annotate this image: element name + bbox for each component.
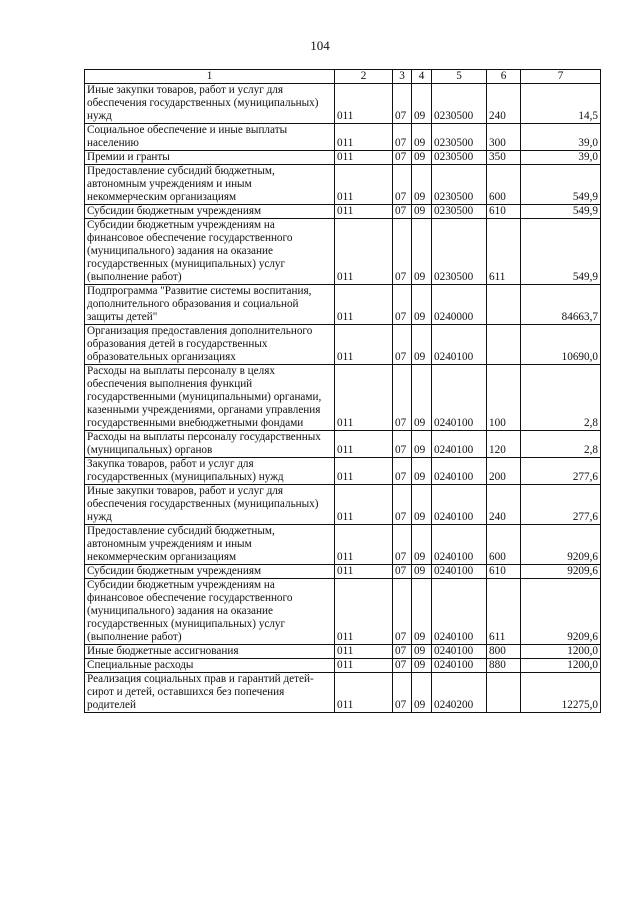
- cell-admin: 011: [335, 565, 393, 579]
- cell-expense-type: 300: [487, 124, 521, 151]
- cell-name: Закупка товаров, работ и услуг для государственных (муниципальных) нужд: [85, 458, 335, 485]
- cell-target-article: 0240100: [432, 365, 487, 431]
- table-row: [85, 219, 601, 285]
- cell-sum: 9209,6: [521, 565, 601, 579]
- cell-expense-type: 200: [487, 458, 521, 485]
- cell-name: Реализация социальных прав и гарантий детей-сирот и детей, оставшихся без попечения родителей: [85, 673, 335, 713]
- cell-sum: 549,9: [521, 219, 601, 285]
- cell-section: 07: [393, 219, 412, 285]
- cell-subsection: 09: [412, 365, 432, 431]
- cell-name: Иные закупки товаров, работ и услуг для обеспечения государственных (муниципальных) нужд: [85, 485, 335, 525]
- cell-admin: 011: [335, 219, 393, 285]
- cell-name: Специальные расходы: [85, 659, 335, 673]
- table-row: [85, 124, 601, 151]
- cell-sum: 2,8: [521, 365, 601, 431]
- cell-admin: 011: [335, 285, 393, 325]
- cell-target-article: 0240100: [432, 325, 487, 365]
- cell-expense-type: [487, 673, 521, 713]
- cell-section: 07: [393, 673, 412, 713]
- cell-expense-type: 350: [487, 151, 521, 165]
- cell-expense-type: 120: [487, 431, 521, 458]
- table-row: [85, 525, 601, 565]
- cell-target-article: 0240200: [432, 673, 487, 713]
- table-row: [85, 485, 601, 525]
- header-cell-section: 3: [393, 70, 412, 84]
- header-cell-sum: 7: [521, 70, 601, 84]
- cell-sum: 277,6: [521, 485, 601, 525]
- cell-sum: 277,6: [521, 458, 601, 485]
- cell-name: Социальное обеспечение и иные выплаты населению: [85, 124, 335, 151]
- cell-admin: 011: [335, 525, 393, 565]
- cell-admin: 011: [335, 579, 393, 645]
- cell-section: 07: [393, 84, 412, 124]
- page-number: 104: [310, 38, 330, 53]
- cell-section: 07: [393, 645, 412, 659]
- cell-target-article: 0240100: [432, 458, 487, 485]
- cell-expense-type: 100: [487, 365, 521, 431]
- table-row: [85, 151, 601, 165]
- cell-sum: 9209,6: [521, 579, 601, 645]
- table-row: [85, 84, 601, 124]
- cell-target-article: 0240100: [432, 645, 487, 659]
- cell-name: Расходы на выплаты персоналу в целях обеспечения выполнения функций государственными (муниципальными) органами, казенными учреждениями, органами управления государственными внебюджетными фондами: [85, 365, 335, 431]
- cell-expense-type: 600: [487, 165, 521, 205]
- cell-expense-type: 610: [487, 565, 521, 579]
- cell-section: 07: [393, 124, 412, 151]
- cell-target-article: 0240000: [432, 285, 487, 325]
- table-row: [85, 673, 601, 713]
- cell-admin: 011: [335, 485, 393, 525]
- cell-section: 07: [393, 285, 412, 325]
- cell-admin: 011: [335, 365, 393, 431]
- cell-admin: 011: [335, 151, 393, 165]
- table-row: [85, 579, 601, 645]
- cell-sum: 1200,0: [521, 645, 601, 659]
- cell-name: Организация предоставления дополнительного образования детей в государственных образовательных организациях: [85, 325, 335, 365]
- cell-sum: 14,5: [521, 84, 601, 124]
- cell-subsection: 09: [412, 325, 432, 365]
- cell-sum: 9209,6: [521, 525, 601, 565]
- header-cell-subsection: 4: [412, 70, 432, 84]
- cell-subsection: 09: [412, 565, 432, 579]
- cell-name: Субсидии бюджетным учреждениям: [85, 565, 335, 579]
- cell-expense-type: 880: [487, 659, 521, 673]
- cell-sum: 2,8: [521, 431, 601, 458]
- cell-admin: 011: [335, 431, 393, 458]
- table-row: [85, 431, 601, 458]
- cell-target-article: 0240100: [432, 579, 487, 645]
- table-row: [85, 165, 601, 205]
- cell-subsection: 09: [412, 431, 432, 458]
- cell-target-article: 0230500: [432, 219, 487, 285]
- cell-target-article: 0230500: [432, 84, 487, 124]
- cell-admin: 011: [335, 659, 393, 673]
- header-cell-expense-type: 6: [487, 70, 521, 84]
- cell-target-article: 0240100: [432, 659, 487, 673]
- cell-admin: 011: [335, 84, 393, 124]
- cell-subsection: 09: [412, 485, 432, 525]
- cell-sum: 1200,0: [521, 659, 601, 673]
- cell-section: 07: [393, 659, 412, 673]
- cell-subsection: 09: [412, 219, 432, 285]
- cell-admin: 011: [335, 124, 393, 151]
- cell-sum: 39,0: [521, 124, 601, 151]
- cell-sum: 549,9: [521, 165, 601, 205]
- cell-target-article: 0240100: [432, 565, 487, 579]
- cell-expense-type: 240: [487, 84, 521, 124]
- cell-sum: 10690,0: [521, 325, 601, 365]
- cell-admin: 011: [335, 205, 393, 219]
- cell-name: Субсидии бюджетным учреждениям на финансовое обеспечение государственного (муниципального) задания на оказание государственных (муниципальных) услуг (выполнение работ): [85, 219, 335, 285]
- cell-subsection: 09: [412, 151, 432, 165]
- table-row: [85, 205, 601, 219]
- cell-expense-type: 611: [487, 579, 521, 645]
- cell-target-article: 0240100: [432, 525, 487, 565]
- table-body: [85, 84, 601, 713]
- header-cell-target-article: 5: [432, 70, 487, 84]
- cell-expense-type: 800: [487, 645, 521, 659]
- table-row: [85, 365, 601, 431]
- cell-name: Иные бюджетные ассигнования: [85, 645, 335, 659]
- table-row: [85, 285, 601, 325]
- cell-target-article: 0230500: [432, 124, 487, 151]
- cell-target-article: 0230500: [432, 151, 487, 165]
- table-row: [85, 325, 601, 365]
- cell-sum: 12275,0: [521, 673, 601, 713]
- cell-expense-type: 600: [487, 525, 521, 565]
- cell-name: Премии и гранты: [85, 151, 335, 165]
- cell-admin: 011: [335, 325, 393, 365]
- header-cell-name: 1: [85, 70, 335, 84]
- cell-admin: 011: [335, 458, 393, 485]
- cell-name: Субсидии бюджетным учреждениям на финансовое обеспечение государственного (муниципального) задания на оказание государственных (муниципальных) услуг (выполнение работ): [85, 579, 335, 645]
- cell-target-article: 0240100: [432, 431, 487, 458]
- cell-target-article: 0230500: [432, 205, 487, 219]
- cell-section: 07: [393, 365, 412, 431]
- cell-section: 07: [393, 431, 412, 458]
- cell-name: Расходы на выплаты персоналу государственных (муниципальных) органов: [85, 431, 335, 458]
- budget-table: [84, 69, 601, 713]
- table-row: [85, 659, 601, 673]
- cell-subsection: 09: [412, 84, 432, 124]
- cell-section: 07: [393, 205, 412, 219]
- cell-section: 07: [393, 151, 412, 165]
- cell-name: Субсидии бюджетным учреждениям: [85, 205, 335, 219]
- cell-subsection: 09: [412, 579, 432, 645]
- table-row: [85, 645, 601, 659]
- cell-sum: 84663,7: [521, 285, 601, 325]
- cell-admin: 011: [335, 673, 393, 713]
- cell-name: Предоставление субсидий бюджетным, автономным учреждениям и иным некоммерческим организациям: [85, 525, 335, 565]
- cell-section: 07: [393, 325, 412, 365]
- cell-subsection: 09: [412, 285, 432, 325]
- cell-subsection: 09: [412, 205, 432, 219]
- cell-subsection: 09: [412, 458, 432, 485]
- header-cell-admin: 2: [335, 70, 393, 84]
- cell-subsection: 09: [412, 525, 432, 565]
- cell-subsection: 09: [412, 645, 432, 659]
- cell-name: Предоставление субсидий бюджетным, автономным учреждениям и иным некоммерческим организациям: [85, 165, 335, 205]
- cell-section: 07: [393, 165, 412, 205]
- cell-section: 07: [393, 579, 412, 645]
- cell-sum: 549,9: [521, 205, 601, 219]
- cell-expense-type: 611: [487, 219, 521, 285]
- cell-expense-type: [487, 285, 521, 325]
- cell-expense-type: [487, 325, 521, 365]
- cell-subsection: 09: [412, 124, 432, 151]
- cell-expense-type: 240: [487, 485, 521, 525]
- table-row: [85, 458, 601, 485]
- cell-admin: 011: [335, 645, 393, 659]
- header-row: [85, 70, 601, 84]
- cell-section: 07: [393, 485, 412, 525]
- cell-subsection: 09: [412, 659, 432, 673]
- cell-section: 07: [393, 565, 412, 579]
- table-row: [85, 565, 601, 579]
- cell-name: Подпрограмма "Развитие системы воспитания, дополнительного образования и социальной защиты детей": [85, 285, 335, 325]
- cell-target-article: 0240100: [432, 485, 487, 525]
- cell-section: 07: [393, 458, 412, 485]
- cell-subsection: 09: [412, 165, 432, 205]
- cell-expense-type: 610: [487, 205, 521, 219]
- cell-name: Иные закупки товаров, работ и услуг для обеспечения государственных (муниципальных) нужд: [85, 84, 335, 124]
- cell-section: 07: [393, 525, 412, 565]
- cell-sum: 39,0: [521, 151, 601, 165]
- cell-subsection: 09: [412, 673, 432, 713]
- cell-target-article: 0230500: [432, 165, 487, 205]
- cell-admin: 011: [335, 165, 393, 205]
